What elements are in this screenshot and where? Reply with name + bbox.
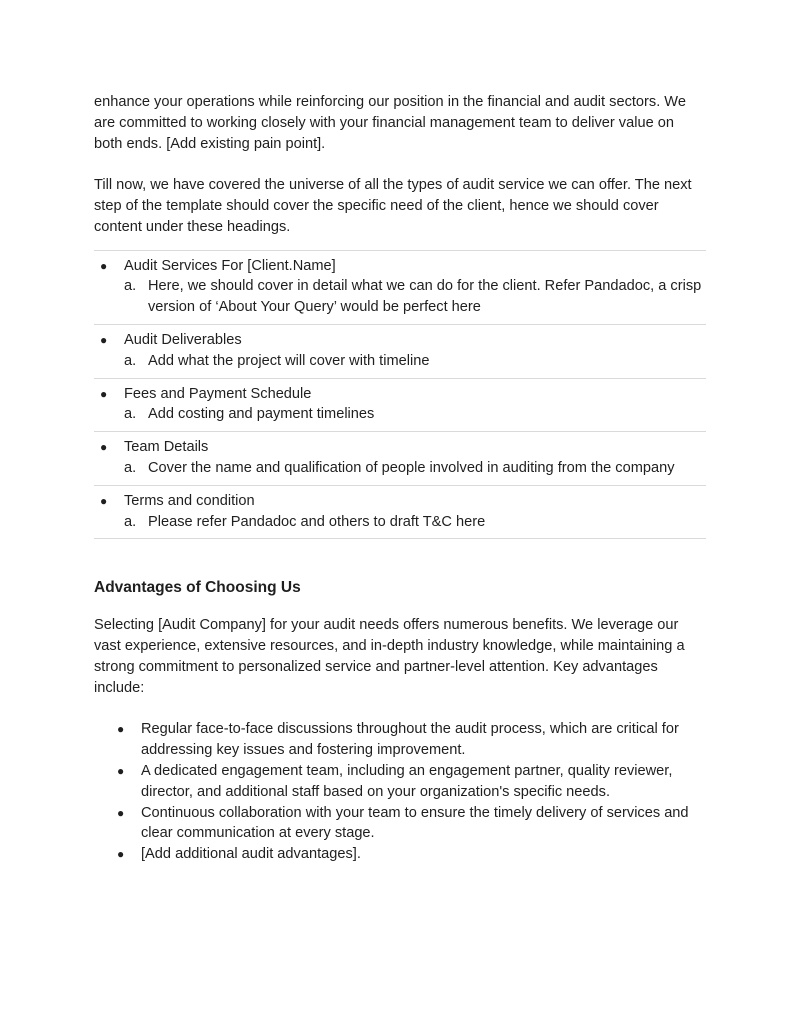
section-detail: Add what the project will cover with timeline bbox=[148, 352, 430, 369]
advantages-list bbox=[94, 719, 706, 865]
section-row bbox=[94, 486, 706, 540]
bullet-icon: ● bbox=[100, 258, 108, 273]
bullet-icon: ● bbox=[100, 332, 108, 347]
bullet-icon: ● bbox=[100, 440, 108, 455]
section-title-line bbox=[94, 437, 706, 458]
list-marker: a. bbox=[124, 513, 137, 530]
advantage-text: Regular face-to-face discussions throughout the audit process, which are critical for addressing key issues and fostering improvement. bbox=[141, 721, 679, 759]
section-title: Terms and condition bbox=[124, 492, 255, 509]
section-detail: Cover the name and qualification of people involved in auditing from the company bbox=[148, 459, 675, 476]
bullet-icon: ● bbox=[100, 493, 108, 508]
bullet-icon: ● bbox=[117, 805, 125, 820]
advantage-text: A dedicated engagement team, including an engagement partner, quality reviewer, director, and additional staff based on your organization's specific needs. bbox=[141, 762, 673, 800]
bullet-icon: ● bbox=[117, 847, 125, 862]
section-title: Audit Services For [Client.Name] bbox=[124, 257, 336, 274]
section-title-line bbox=[94, 330, 706, 351]
advantage-text: Continuous collaboration with your team to ensure the timely delivery of services and clear communication at every stage. bbox=[141, 804, 689, 842]
bullet-icon: ● bbox=[117, 763, 125, 778]
section-detail-line bbox=[94, 512, 706, 533]
list-item bbox=[94, 761, 706, 803]
section-row bbox=[94, 325, 706, 379]
section-detail-line bbox=[94, 404, 706, 425]
section-detail: Add costing and payment timelines bbox=[148, 406, 375, 423]
list-marker: a. bbox=[124, 278, 137, 295]
section-title-line bbox=[94, 384, 706, 405]
bullet-icon: ● bbox=[117, 722, 125, 737]
section-title-line bbox=[94, 491, 706, 512]
section-title: Audit Deliverables bbox=[124, 331, 242, 348]
section-row bbox=[94, 251, 706, 325]
section-detail-line bbox=[94, 351, 706, 372]
section-detail-line bbox=[94, 458, 706, 479]
section-row bbox=[94, 379, 706, 433]
list-item bbox=[94, 844, 706, 865]
template-note-paragraph: Till now, we have covered the universe of all the types of audit service we can offer. The next step of the template should cover the specific need of the client, hence we should cover content under these headings. bbox=[94, 177, 692, 235]
section-title-line bbox=[94, 256, 706, 277]
section-detail-line bbox=[94, 276, 706, 318]
section-detail: Here, we should cover in detail what we can do for the client. Refer Pandadoc, a crisp version of ‘About Your Query’ would be perfect here bbox=[148, 278, 702, 316]
bullet-icon: ● bbox=[100, 386, 108, 401]
advantage-text: [Add additional audit advantages]. bbox=[141, 846, 361, 863]
list-item bbox=[94, 719, 706, 761]
list-marker: a. bbox=[124, 459, 137, 476]
list-item bbox=[94, 803, 706, 845]
advantages-heading: Advantages of Choosing Us bbox=[94, 579, 301, 597]
advantages-intro: Selecting [Audit Company] for your audit needs offers numerous benefits. We leverage our vast experience, extensive resources, and in-depth industry knowledge, while maintaining a strong commitment to personalized service and partner-level attention. Key advantages include: bbox=[94, 617, 685, 696]
section-detail: Please refer Pandadoc and others to draft T&C here bbox=[148, 513, 486, 530]
section-title: Fees and Payment Schedule bbox=[124, 385, 312, 402]
list-marker: a. bbox=[124, 406, 137, 423]
section-row bbox=[94, 432, 706, 486]
section-title: Team Details bbox=[124, 439, 209, 456]
section-headings-table bbox=[94, 250, 706, 540]
intro-paragraph: enhance your operations while reinforcing our position in the financial and audit sectors. We are committed to working closely with your financial management team to deliver value on both ends. [Add existing pain point]. bbox=[94, 94, 686, 152]
list-marker: a. bbox=[124, 352, 137, 369]
